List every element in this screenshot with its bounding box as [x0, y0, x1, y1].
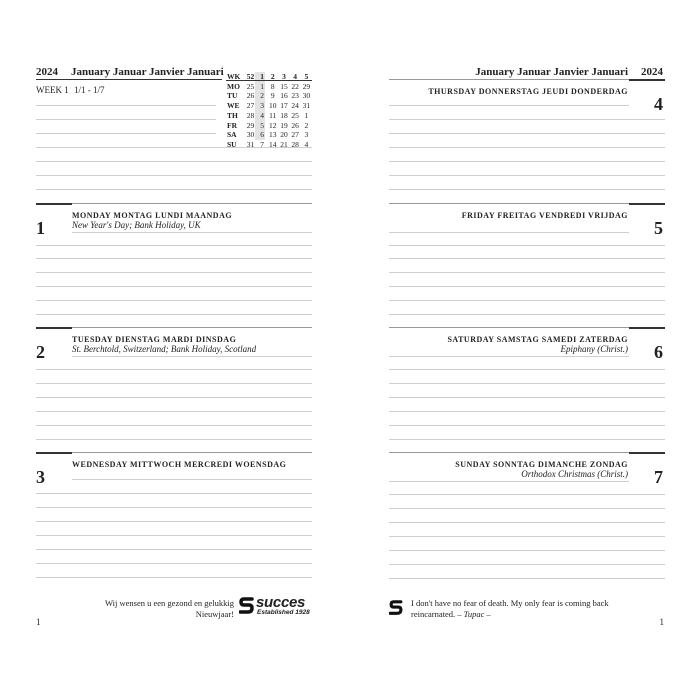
- day-name: SUNDAY SONNTAG DIMANCHE ZONDAG: [455, 460, 628, 469]
- rule-line: [36, 133, 216, 134]
- rule-line: [389, 245, 665, 246]
- rule-line: [389, 300, 665, 301]
- logo-established: Established 1928: [257, 609, 310, 616]
- rule-line: [72, 232, 312, 233]
- mini-cal-cell: 12: [268, 120, 277, 130]
- day-divider: [36, 452, 72, 454]
- holiday-note: Orthodox Christmas (Christ.): [521, 469, 628, 479]
- mini-cal-cell: 25: [246, 81, 255, 91]
- rule-line: [389, 189, 665, 190]
- day-name: WEDNESDAY MITTWOCH MERCREDI WOENSDAG: [72, 460, 287, 469]
- rule-line: [389, 383, 665, 384]
- rule-line: [389, 105, 629, 106]
- succes-logo-mark-icon: [239, 597, 254, 615]
- day-divider-light: [72, 327, 312, 328]
- day-divider: [629, 452, 665, 454]
- rule-line: [36, 245, 312, 246]
- mini-cal-cell: 25: [291, 110, 299, 120]
- year-label: 2024: [641, 66, 663, 78]
- mini-cal-cell: SA: [227, 130, 237, 140]
- rule-line: [389, 286, 665, 287]
- day-divider: [36, 327, 72, 329]
- rule-line: [36, 314, 312, 315]
- mini-cal-cell: 6: [260, 130, 264, 140]
- rule-line: [389, 272, 665, 273]
- rule-line: [389, 564, 665, 565]
- mini-cal-cell: 18: [280, 110, 288, 120]
- year-label: 2024: [36, 66, 58, 78]
- mini-cal-cell: 28: [246, 110, 255, 120]
- rule-line: [36, 272, 312, 273]
- quote-suffix: –: [484, 609, 491, 619]
- mini-calendar-row: [226, 140, 312, 150]
- mini-cal-cell: 31: [302, 101, 311, 111]
- mini-cal-cell: MO: [227, 81, 240, 91]
- mini-cal-cell: 29: [246, 120, 255, 130]
- day-number: 4: [654, 94, 663, 114]
- day-divider: [629, 327, 665, 329]
- rule-line: [389, 550, 665, 551]
- page-number: 1: [659, 617, 664, 627]
- page-number: 1: [36, 617, 41, 627]
- mini-cal-cell: 31: [246, 139, 255, 149]
- rule-line: [72, 356, 312, 357]
- day-divider-light: [389, 452, 629, 453]
- rule-line: [36, 549, 312, 550]
- rule-line: [36, 411, 312, 412]
- rule-line: [389, 536, 665, 537]
- rule-line: [36, 577, 312, 578]
- mini-cal-cell: 10: [268, 101, 277, 111]
- rule-line: [36, 439, 312, 440]
- rule-line: [389, 481, 629, 482]
- day-number: 5: [654, 218, 663, 238]
- mini-cal-cell: 27: [291, 130, 299, 140]
- day-divider-light: [72, 452, 312, 453]
- rule-line: [36, 189, 312, 190]
- mini-cal-cell: 16: [280, 91, 288, 101]
- mini-cal-cell: 11: [269, 110, 277, 120]
- mini-calendar: [226, 72, 312, 149]
- mini-calendar-row: [226, 111, 312, 121]
- mini-cal-cell: 1: [304, 110, 309, 120]
- rule-line: [389, 161, 665, 162]
- rule-line: [389, 147, 665, 148]
- week-label: WEEK 1: [36, 85, 69, 95]
- mini-cal-cell: 3: [282, 72, 286, 81]
- rule-line: [36, 105, 216, 106]
- day-divider-light: [72, 203, 312, 204]
- quote-line-2: [411, 609, 609, 620]
- mini-cal-cell: 15: [280, 81, 288, 91]
- rule-line: [389, 133, 665, 134]
- mini-cal-cell: 30: [302, 91, 311, 101]
- rule-line: [389, 411, 665, 412]
- rule-line: [36, 300, 312, 301]
- mini-cal-cell: 14: [268, 139, 277, 149]
- mini-cal-cell: 30: [246, 130, 255, 140]
- day-number: 3: [36, 467, 45, 487]
- succes-logo-mark-icon: [389, 600, 403, 616]
- rule-line: [36, 161, 312, 162]
- greeting-text: [105, 598, 234, 620]
- mini-cal-cell: 4: [260, 110, 264, 120]
- mini-calendar-row: [226, 82, 312, 92]
- quote-line-1: I don't have no fear of death. My only fear is coming back: [411, 598, 609, 608]
- mini-cal-cell: FR: [227, 120, 237, 130]
- rule-line: [389, 369, 665, 370]
- mini-cal-cell: 23: [291, 91, 299, 101]
- rule-line: [389, 397, 665, 398]
- rule-line: [36, 397, 312, 398]
- rule-line: [389, 494, 665, 495]
- day-number: 2: [36, 342, 45, 362]
- rule-line: [389, 175, 665, 176]
- mini-cal-cell: TU: [227, 91, 238, 101]
- rule-line: [36, 425, 312, 426]
- mini-cal-cell: 3: [260, 101, 264, 111]
- day-name: FRIDAY FREITAG VENDREDI VRIJDAG: [461, 211, 628, 220]
- month-title: January Januar Janvier Januari: [71, 66, 224, 78]
- mini-cal-cell: 5: [260, 120, 264, 130]
- mini-cal-cell: 52: [246, 72, 255, 81]
- quote-author: Tupac: [463, 609, 485, 619]
- rule-line: [36, 286, 312, 287]
- rule-line: [389, 522, 665, 523]
- mini-cal-cell: 4: [304, 139, 309, 149]
- mini-cal-cell: 28: [291, 139, 299, 149]
- quote-text-end: reincarnated. –: [411, 609, 464, 619]
- rule-line: [36, 175, 312, 176]
- mini-cal-cell: WE: [227, 101, 240, 111]
- mini-cal-cell: TH: [227, 110, 238, 120]
- mini-cal-cell: 26: [291, 120, 299, 130]
- day-divider-light: [389, 327, 629, 328]
- day-number: 6: [654, 342, 663, 362]
- mini-calendar-row: [226, 91, 312, 101]
- mini-cal-cell: 17: [280, 101, 288, 111]
- mini-cal-cell: 29: [302, 81, 311, 91]
- mini-cal-cell: 21: [280, 139, 288, 149]
- day-divider: [36, 203, 72, 205]
- mini-cal-cell: SU: [227, 139, 237, 149]
- greeting-line-1: Wij wensen u een gezond en gelukkig: [104, 598, 234, 608]
- mini-cal-cell: 2: [260, 91, 264, 101]
- day-divider: [629, 203, 665, 205]
- greeting-line-2: Nieuwjaar!: [195, 609, 234, 619]
- mini-cal-cell: 20: [280, 130, 288, 140]
- mini-cal-cell: WK: [227, 72, 241, 81]
- mini-cal-cell: 5: [304, 72, 309, 81]
- rule-line: [36, 493, 312, 494]
- header-rule: [36, 79, 222, 80]
- rule-line: [36, 535, 312, 536]
- rule-line: [389, 439, 665, 440]
- logo-wordmark: succes: [256, 594, 306, 611]
- mini-cal-cell: 22: [291, 81, 299, 91]
- rule-line: [72, 479, 312, 480]
- holiday-note: Epiphany (Christ.): [560, 344, 628, 354]
- holiday-note: New Year's Day; Bank Holiday, UK: [72, 220, 201, 230]
- mini-cal-cell: 26: [246, 91, 255, 101]
- mini-cal-cell: 8: [270, 81, 275, 91]
- mini-cal-cell: 9: [270, 91, 275, 101]
- day-number: 1: [36, 218, 45, 238]
- mini-cal-cell: 27: [246, 101, 255, 111]
- day-divider-light: [389, 203, 629, 204]
- mini-cal-cell: 7: [260, 139, 264, 149]
- day-name: MONDAY MONTAG LUNDI MAANDAG: [72, 211, 233, 220]
- mini-cal-cell: 13: [268, 130, 277, 140]
- day-name: THURSDAY DONNERSTAG JEUDI DONDERDAG: [428, 87, 628, 96]
- rule-line: [389, 232, 629, 233]
- rule-line: [36, 258, 312, 259]
- rule-line: [389, 314, 665, 315]
- holiday-note: St. Berchtold, Switzerland; Bank Holiday, Scotland: [72, 344, 257, 354]
- rule-line: [389, 425, 665, 426]
- mini-calendar-row: [226, 121, 312, 131]
- month-title: January Januar Janvier Januari: [475, 66, 628, 78]
- rule-line: [36, 147, 312, 148]
- mini-cal-cell: 24: [291, 101, 299, 111]
- mini-cal-cell: 1: [260, 72, 264, 81]
- rule-line: [389, 508, 665, 509]
- quote-block: [411, 598, 609, 620]
- day-name: SATURDAY SAMSTAG SAMEDI ZATERDAG: [447, 335, 628, 344]
- header-rule: [389, 79, 629, 80]
- rule-line: [36, 119, 216, 120]
- rule-line: [389, 578, 665, 579]
- mini-calendar-header: [226, 72, 312, 82]
- rule-line: [36, 383, 312, 384]
- mini-calendar-row: [226, 101, 312, 111]
- rule-line: [389, 258, 665, 259]
- mini-cal-cell: 2: [270, 72, 275, 81]
- header-rule-thick: [629, 79, 665, 81]
- rule-line: [389, 356, 629, 357]
- day-number: 7: [654, 467, 663, 487]
- rule-line: [36, 369, 312, 370]
- rule-line: [389, 119, 665, 120]
- rule-line: [36, 521, 312, 522]
- mini-calendar-table: [226, 72, 312, 150]
- week-range: 1/1 - 1/7: [74, 85, 105, 95]
- rule-line: [36, 563, 312, 564]
- succes-logo: [239, 596, 315, 620]
- mini-cal-cell: 19: [280, 120, 288, 130]
- mini-cal-cell: 2: [304, 120, 309, 130]
- mini-cal-cell: 1: [260, 81, 264, 91]
- mini-calendar-row: [226, 130, 312, 140]
- mini-cal-cell: 3: [304, 130, 309, 140]
- mini-cal-cell: 4: [293, 72, 298, 81]
- rule-line: [36, 507, 312, 508]
- day-name: TUESDAY DIENSTAG MARDI DINSDAG: [72, 335, 237, 344]
